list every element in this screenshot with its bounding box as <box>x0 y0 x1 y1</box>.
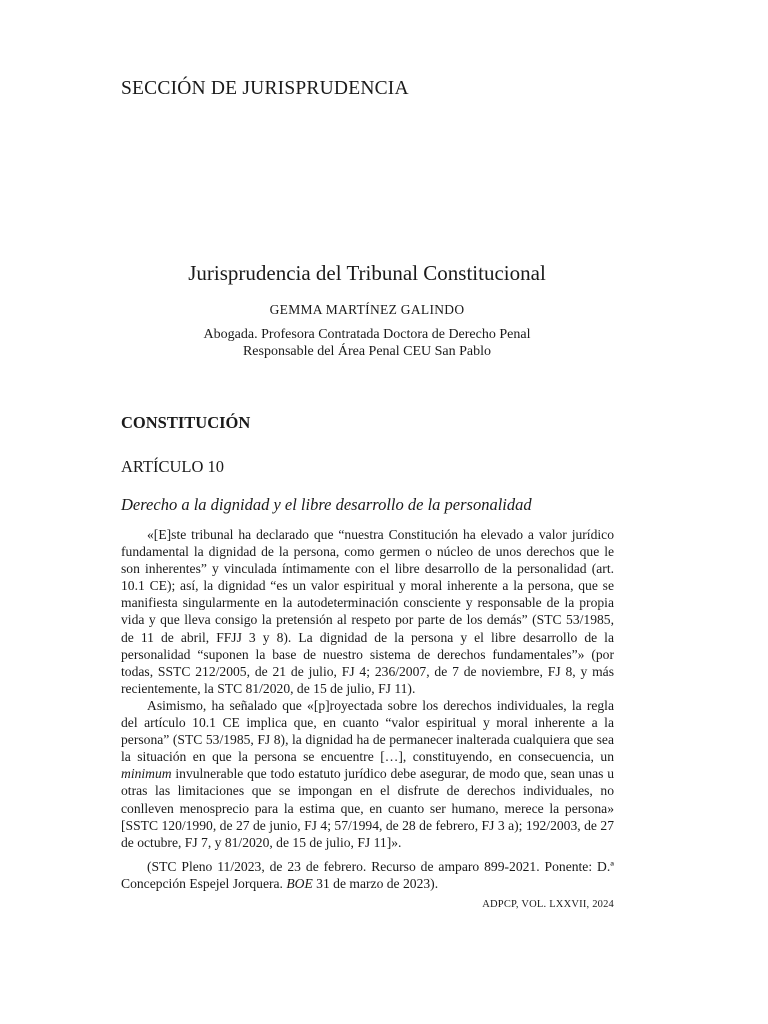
affiliation-line: Responsable del Área Penal CEU San Pablo <box>242 344 492 359</box>
case-citation <box>121 858 614 892</box>
italic-term: minimum <box>121 766 172 782</box>
citation-text: 31 de marzo de 2023). <box>312 875 439 891</box>
paragraph-text: Asimismo, ha señalado que «[p]royectada sobre los derechos individuales, la regla del artículo 10.1 CE implica que, en cuanto “valor espiritual y moral inherente a la persona” (STC 53/1985, FJ 8), la dignidad ha de permanecer inalterada cualquiera que sea la situación en que la persona se encuentre […], constituyendo, en consecuencia, un <box>121 697 614 765</box>
author-name: GEMMA MARTÍNEZ GALINDO <box>269 302 465 317</box>
section-header: SECCIÓN DE JURISPRUDENCIA <box>121 78 409 99</box>
topic-heading: Derecho a la dignidad y el libre desarrollo de la personalidad <box>121 495 532 514</box>
paragraph: «[E]ste tribunal ha declarado que “nuestra Constitución ha elevado a valor jurídico fundamental la dignidad de la persona, como germen o núcleo de unos derechos que le son inherentes” y vinculada íntimamente con el libre desarrollo de la personalidad (art. 10.1 CE); así, la dignidad “es un valor espiritual y moral inherente a la persona, que se manifiesta singularmente en la autodeterminación consciente y responsable de la propia vida y que lleva consigo la pretensión al respeto por parte de los demás” (STC 53/1985, de 11 de abril, FFJJ 3 y 8). La dignidad de la persona y el libre desarrollo de la personalidad “suponen la base de nuestro sistema de derechos fundamentales”» (por todas, SSTC 212/2005, de 21 de julio, FJ 4; 236/2007, de 7 de noviembre, FJ 8, y más recientemente, la STC 81/2020, de 15 de julio, FJ 11). <box>121 527 614 696</box>
affiliation-line: Abogada. Profesora Contratada Doctora de Derecho Penal <box>203 327 531 342</box>
body-text <box>121 526 614 892</box>
author-affiliation <box>0 326 734 360</box>
article-number: ARTÍCULO 10 <box>121 457 225 476</box>
part-heading: CONSTITUCIÓN <box>121 413 251 432</box>
page-footer: ADPCP, VOL. LXXVII, 2024 <box>482 899 614 910</box>
paragraph <box>121 697 614 851</box>
article-title: Jurisprudencia del Tribunal Constitucional <box>188 261 546 285</box>
italic-term: BOE <box>286 875 313 891</box>
citation-text: (STC Pleno 11/2023, de 23 de febrero. Recurso de amparo 899-2021. Ponente: D.ª Concepción Espejel Jorquera. <box>121 858 614 891</box>
paragraph-text: invulnerable que todo estatuto jurídico debe asegurar, de modo que, sean unas u otras las limitaciones que se impongan en el disfrute de derechos individuales, no conlleven menosprecio para la estima que, en cuanto ser humano, merece la persona» [SSTC 120/1990, de 27 de junio, FJ 4; 57/1994, de 28 de febrero, FJ 3 a); 192/2003, de 27 de octubre, FJ 7, y 81/2020, de 15 de julio, FJ 11]». <box>121 766 614 850</box>
